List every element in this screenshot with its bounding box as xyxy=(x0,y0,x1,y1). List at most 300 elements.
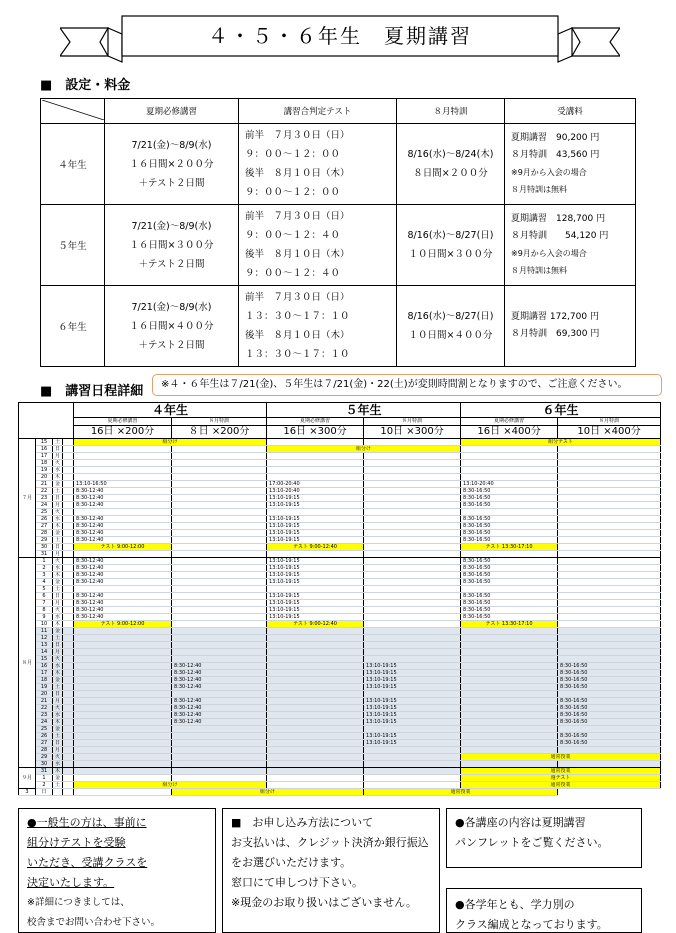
day-cell: 18 xyxy=(36,677,53,684)
schedule-cell: 8:30-12:40 xyxy=(74,495,172,502)
fee-cell xyxy=(505,205,636,286)
schedule-cell xyxy=(558,558,661,565)
schedule-cell: 13:10-19:15 xyxy=(364,684,461,691)
month-label: ８月 xyxy=(19,558,36,768)
schedule-cell xyxy=(364,628,461,635)
fee-line: 前半 ７月３０日（日） xyxy=(245,292,350,304)
schedule-cell xyxy=(74,460,172,467)
grade-cell: ５年生 xyxy=(41,205,105,286)
schedule-cell xyxy=(172,572,267,579)
schedule-cell xyxy=(364,474,461,481)
weekday-cell: 月 xyxy=(53,551,63,558)
schedule-cell xyxy=(461,691,558,698)
schedule-row xyxy=(19,628,661,635)
day-cell: 8 xyxy=(36,607,53,614)
schedule-cell xyxy=(461,670,558,677)
fee-line: 夏期講習 90,200 円 xyxy=(511,133,600,144)
spacer-cell xyxy=(63,474,74,481)
schedule-cell: 8:30-16:50 xyxy=(461,593,558,600)
schedule-cell xyxy=(172,754,267,761)
schedule-row xyxy=(19,754,661,761)
schedule-cell xyxy=(364,691,461,698)
weekday-cell: 日 xyxy=(53,544,63,551)
test-cell xyxy=(239,124,397,205)
schedule-cell: 8:30-16:50 xyxy=(558,705,661,712)
schedule-cell: 8:30-16:50 xyxy=(558,712,661,719)
schedule-cell xyxy=(461,586,558,593)
schedule-cell: 13:10-19:15 xyxy=(267,530,364,537)
weekday-cell: 日 xyxy=(53,593,63,600)
schedule-cell xyxy=(364,544,461,551)
fee-header: 受講料 xyxy=(505,99,636,124)
course-cell xyxy=(105,286,239,367)
schedule-cell: 13:10-19:15 xyxy=(364,719,461,726)
box-text: ●各講座の内容は夏期講習 xyxy=(455,816,586,829)
course-header: 夏期必修講習 xyxy=(74,418,172,426)
course-cell xyxy=(105,124,239,205)
spacer-cell xyxy=(63,635,74,642)
schedule-cell xyxy=(172,474,267,481)
schedule-cell: 8:30-16:50 xyxy=(558,677,661,684)
schedule-cell: 13:10-19:15 xyxy=(364,677,461,684)
day-cell: 10 xyxy=(36,621,53,628)
course-header: ８月特訓 xyxy=(558,418,661,426)
schedule-cell: 8:30-12:40 xyxy=(74,572,172,579)
day-cell: 21 xyxy=(36,481,53,488)
schedule-cell xyxy=(461,509,558,516)
schedule-row xyxy=(19,593,661,600)
schedule-cell xyxy=(267,649,364,656)
day-cell: 2 xyxy=(36,565,53,572)
schedule-cell xyxy=(267,747,364,754)
schedule-cell: テスト 9:00-12:40 xyxy=(267,621,364,628)
day-cell: 27 xyxy=(36,740,53,747)
day-cell: 31 xyxy=(36,768,53,775)
schedule-cell xyxy=(267,474,364,481)
schedule-cell xyxy=(74,775,172,782)
spacer-cell xyxy=(63,593,74,600)
schedule-cell xyxy=(558,551,661,558)
schedule-cell xyxy=(172,656,267,663)
schedule-cell xyxy=(558,488,661,495)
schedule-cell xyxy=(74,453,172,460)
schedule-cell: 8:30-12:40 xyxy=(172,712,267,719)
schedule-row xyxy=(19,705,661,712)
day-cell: 25 xyxy=(36,726,53,733)
grade-header: ４年生 xyxy=(74,403,267,418)
schedule-highlight-cell: 組分け xyxy=(172,789,364,796)
course-header-row xyxy=(19,418,661,426)
schedule-cell: テスト 9:00-12:00 xyxy=(74,544,172,551)
schedule-row xyxy=(19,684,661,691)
schedule-cell xyxy=(558,467,661,474)
schedule-cell xyxy=(461,642,558,649)
course-header: 夏期必修講習 xyxy=(461,418,558,426)
schedule-cell xyxy=(74,761,172,768)
schedule-cell: 8:30-16:50 xyxy=(461,530,558,537)
day-cell: 19 xyxy=(36,684,53,691)
schedule-row xyxy=(19,656,661,663)
hours-header: 16日 ×300分 xyxy=(267,426,364,439)
schedule-row xyxy=(19,544,661,551)
schedule-cell xyxy=(461,719,558,726)
schedule-cell xyxy=(558,572,661,579)
spacer-cell xyxy=(63,761,74,768)
day-cell: 6 xyxy=(36,593,53,600)
spacer-cell xyxy=(63,544,74,551)
spacer-cell xyxy=(53,789,63,796)
spacer-cell xyxy=(63,691,74,698)
schedule-cell: 8:30-16:50 xyxy=(558,698,661,705)
spacer-cell xyxy=(63,719,74,726)
spacer-cell xyxy=(63,502,74,509)
schedule-cell xyxy=(461,446,558,453)
schedule-cell xyxy=(364,635,461,642)
schedule-row xyxy=(19,712,661,719)
schedule-cell xyxy=(364,586,461,593)
schedule-cell xyxy=(172,516,267,523)
spacer-cell xyxy=(63,663,74,670)
box-text: 組分けテストを受験 xyxy=(27,836,126,849)
spacer-cell xyxy=(63,467,74,474)
schedule-row xyxy=(19,453,661,460)
spacer-cell xyxy=(63,600,74,607)
hours-header-row xyxy=(19,426,661,439)
schedule-cell xyxy=(558,516,661,523)
day-cell: 19 xyxy=(36,467,53,474)
schedule-cell xyxy=(74,649,172,656)
schedule-cell: 8:30-12:40 xyxy=(74,537,172,544)
schedule-highlight-cell: 通常授業 xyxy=(364,789,558,796)
schedule-cell xyxy=(267,642,364,649)
schedule-cell xyxy=(558,621,661,628)
day-cell: 3 xyxy=(36,572,53,579)
schedule-cell xyxy=(172,495,267,502)
spacer-cell xyxy=(63,558,74,565)
schedule-table xyxy=(18,402,661,796)
schedule-cell xyxy=(364,523,461,530)
schedule-row xyxy=(19,537,661,544)
weekday-cell: 日 xyxy=(36,789,53,796)
spacer-cell xyxy=(63,495,74,502)
weekday-cell: 月 xyxy=(53,698,63,705)
box-text: パンフレットをご覧ください。 xyxy=(455,836,609,849)
schedule-cell: 13:10-19:15 xyxy=(267,565,364,572)
schedule-row xyxy=(19,768,661,775)
info-box-course-contents xyxy=(446,808,642,868)
schedule-row xyxy=(19,481,661,488)
fee-line: １６日間×３００分 xyxy=(129,239,214,251)
weekday-cell: 火 xyxy=(53,754,63,761)
schedule-cell xyxy=(364,530,461,537)
schedule-cell xyxy=(364,642,461,649)
schedule-cell: 13:10-19:15 xyxy=(267,600,364,607)
schedule-cell xyxy=(74,635,172,642)
schedule-cell: 17:00-20:40 xyxy=(267,481,364,488)
weekday-cell: 火 xyxy=(53,558,63,565)
schedule-cell xyxy=(172,481,267,488)
schedule-cell: 13:10-19:15 xyxy=(267,593,364,600)
schedule-cell xyxy=(364,656,461,663)
schedule-cell xyxy=(172,614,267,621)
schedule-highlight-cell: 通常授業 xyxy=(461,754,661,761)
schedule-cell xyxy=(364,516,461,523)
schedule-cell: 8:30-12:40 xyxy=(74,516,172,523)
fee-line: ９：００～１２：４０ xyxy=(245,230,341,242)
schedule-cell: 8:30-12:40 xyxy=(172,705,267,712)
spacer-cell xyxy=(63,621,74,628)
schedule-cell: 8:30-12:40 xyxy=(172,677,267,684)
schedule-row xyxy=(19,565,661,572)
day-cell: 14 xyxy=(36,649,53,656)
schedule-row xyxy=(19,495,661,502)
weekday-cell: 金 xyxy=(53,530,63,537)
schedule-row xyxy=(19,586,661,593)
spacer-cell xyxy=(63,726,74,733)
schedule-cell: 8:30-16:50 xyxy=(558,733,661,740)
schedule-cell: 13:10-19:15 xyxy=(364,712,461,719)
fee-line: ※9月から入会の場合 xyxy=(511,168,587,178)
schedule-row xyxy=(19,719,661,726)
schedule-cell xyxy=(558,726,661,733)
schedule-cell xyxy=(172,691,267,698)
section-schedule-heading: ■ 講習日程詳細 xyxy=(40,384,144,399)
weekday-cell: 日 xyxy=(53,691,63,698)
schedule-row xyxy=(19,579,661,586)
weekday-cell: 月 xyxy=(53,502,63,509)
schedule-cell: 8:30-12:40 xyxy=(74,600,172,607)
day-cell: 18 xyxy=(36,460,53,467)
day-cell: 23 xyxy=(36,712,53,719)
weekday-cell: 金 xyxy=(53,677,63,684)
day-cell: 26 xyxy=(36,733,53,740)
schedule-cell: 13:10-19:15 xyxy=(364,740,461,747)
schedule-cell xyxy=(172,565,267,572)
schedule-row xyxy=(19,467,661,474)
day-cell: 15 xyxy=(36,656,53,663)
fee-line: 後半 ８月１０日（木） xyxy=(245,330,350,342)
spacer-cell xyxy=(63,509,74,516)
fee-line: 7/21(金)～8/9(水) xyxy=(131,220,212,232)
schedule-row xyxy=(19,502,661,509)
schedule-cell xyxy=(74,474,172,481)
day-cell: 22 xyxy=(36,705,53,712)
schedule-row xyxy=(19,726,661,733)
schedule-cell xyxy=(172,642,267,649)
spacer-cell xyxy=(63,439,74,446)
schedule-cell xyxy=(558,474,661,481)
fee-row xyxy=(41,286,636,367)
schedule-cell xyxy=(172,509,267,516)
schedule-cell xyxy=(364,537,461,544)
course-header: ８月特訓 xyxy=(364,418,461,426)
schedule-cell xyxy=(461,551,558,558)
schedule-cell: 8:30-12:40 xyxy=(172,698,267,705)
schedule-cell: 8:30-16:50 xyxy=(558,663,661,670)
spacer-cell xyxy=(63,642,74,649)
schedule-cell xyxy=(267,754,364,761)
spacer-cell xyxy=(63,565,74,572)
weekday-cell: 土 xyxy=(53,733,63,740)
schedule-cell: 8:30-12:40 xyxy=(74,530,172,537)
day-cell: 29 xyxy=(36,537,53,544)
schedule-cell xyxy=(558,614,661,621)
schedule-cell xyxy=(172,544,267,551)
schedule-cell: 8:30-16:50 xyxy=(461,558,558,565)
weekday-cell: 木 xyxy=(53,719,63,726)
schedule-cell xyxy=(364,460,461,467)
day-cell: 20 xyxy=(36,691,53,698)
schedule-cell xyxy=(172,530,267,537)
fee-line: ９：００～１２：４０ xyxy=(245,268,341,280)
schedule-cell: 8:30-16:50 xyxy=(461,565,558,572)
schedule-row xyxy=(19,761,661,768)
weekday-cell: 木 xyxy=(53,768,63,775)
day-cell: 28 xyxy=(36,530,53,537)
schedule-cell xyxy=(364,502,461,509)
schedule-row xyxy=(19,558,661,565)
schedule-row xyxy=(19,600,661,607)
weekday-cell: 金 xyxy=(53,726,63,733)
schedule-row xyxy=(19,523,661,530)
schedule-cell xyxy=(558,649,661,656)
schedule-cell: テスト 13:30-17:10 xyxy=(461,621,558,628)
box-text: をお選びいただけます。 xyxy=(231,856,352,869)
schedule-cell xyxy=(364,481,461,488)
fee-line: 前半 ７月３０日（日） xyxy=(245,211,350,223)
schedule-cell xyxy=(267,782,364,789)
schedule-row xyxy=(19,663,661,670)
hours-header: 16日 ×200分 xyxy=(74,426,172,439)
schedule-row xyxy=(19,747,661,754)
schedule-cell xyxy=(74,768,172,775)
spacer-cell xyxy=(63,446,74,453)
weekday-cell: 水 xyxy=(53,761,63,768)
schedule-cell xyxy=(267,761,364,768)
notice-box: ※４・６年生は７/21(金)、５年生は７/21(金)・22(土)が変則時間割となりますので、ご注意ください。 xyxy=(152,374,662,396)
fee-line: ＋テスト２日間 xyxy=(138,177,205,189)
box-text: ※現金のお取り扱いはございません。 xyxy=(231,896,417,909)
schedule-row xyxy=(19,698,661,705)
schedule-row xyxy=(19,516,661,523)
spacer-cell xyxy=(63,684,74,691)
august-cell xyxy=(397,205,505,286)
schedule-cell xyxy=(267,726,364,733)
schedule-cell xyxy=(172,775,267,782)
fee-line: 夏期講習 172,700 円 xyxy=(511,312,599,323)
schedule-cell: 8:30-12:40 xyxy=(74,593,172,600)
weekday-cell: 木 xyxy=(53,523,63,530)
schedule-cell xyxy=(267,467,364,474)
spacer-cell xyxy=(63,537,74,544)
day-cell: 13 xyxy=(36,642,53,649)
schedule-cell xyxy=(364,761,461,768)
schedule-cell xyxy=(558,565,661,572)
schedule-row xyxy=(19,642,661,649)
month-label: ７月 xyxy=(19,439,36,558)
schedule-cell xyxy=(364,782,461,789)
schedule-cell: 13:10-20:40 xyxy=(267,488,364,495)
schedule-cell xyxy=(461,677,558,684)
day-cell: 30 xyxy=(36,761,53,768)
schedule-cell: 13:10-19:15 xyxy=(364,705,461,712)
schedule-cell xyxy=(267,705,364,712)
weekday-cell: 土 xyxy=(53,537,63,544)
schedule-cell xyxy=(461,656,558,663)
schedule-cell xyxy=(172,733,267,740)
schedule-cell: 8:30-16:50 xyxy=(461,495,558,502)
weekday-cell: 火 xyxy=(53,509,63,516)
spacer-cell xyxy=(63,460,74,467)
schedule-row xyxy=(19,782,661,789)
box-text: ■ お申し込み方法について xyxy=(231,816,374,829)
schedule-cell xyxy=(364,754,461,761)
day-cell: 20 xyxy=(36,474,53,481)
schedule-cell xyxy=(172,523,267,530)
schedule-cell xyxy=(172,488,267,495)
schedule-cell xyxy=(172,579,267,586)
schedule-cell xyxy=(364,600,461,607)
schedule-cell xyxy=(172,593,267,600)
schedule-cell xyxy=(172,726,267,733)
fee-line: １０日間×４００分 xyxy=(408,330,493,342)
hours-header: 16日 ×400分 xyxy=(461,426,558,439)
schedule-cell: 8:30-12:40 xyxy=(172,663,267,670)
schedule-cell xyxy=(461,698,558,705)
schedule-cell: 13:10-20:40 xyxy=(461,481,558,488)
weekday-cell: 月 xyxy=(53,453,63,460)
schedule-cell: 8:30-16:50 xyxy=(461,579,558,586)
box-text: ●各学年とも、学力別の xyxy=(455,898,575,911)
schedule-row xyxy=(19,551,661,558)
schedule-cell xyxy=(172,460,267,467)
weekday-cell: 月 xyxy=(53,649,63,656)
schedule-cell xyxy=(74,726,172,733)
schedule-cell xyxy=(558,502,661,509)
fee-line: ＋テスト２日間 xyxy=(138,258,205,270)
day-cell: 5 xyxy=(36,586,53,593)
schedule-cell: 13:10-19:15 xyxy=(267,516,364,523)
schedule-cell xyxy=(558,509,661,516)
schedule-cell xyxy=(63,789,74,796)
weekday-cell: 木 xyxy=(53,670,63,677)
weekday-cell: 木 xyxy=(53,572,63,579)
day-cell: 16 xyxy=(36,663,53,670)
spacer-cell xyxy=(63,453,74,460)
spacer-cell xyxy=(63,712,74,719)
schedule-row xyxy=(19,733,661,740)
schedule-cell xyxy=(364,775,461,782)
fee-line: １６日間×２００分 xyxy=(129,158,214,170)
course-cell xyxy=(105,205,239,286)
schedule-cell xyxy=(364,768,461,775)
day-cell: 4 xyxy=(36,579,53,586)
spacer-cell xyxy=(63,628,74,635)
schedule-cell xyxy=(74,698,172,705)
spacer-cell xyxy=(63,649,74,656)
grade-header-row xyxy=(19,403,661,418)
schedule-row xyxy=(19,775,661,782)
schedule-cell: テスト 13:30-17:10 xyxy=(461,544,558,551)
schedule-cell xyxy=(172,453,267,460)
weekday-cell: 日 xyxy=(53,495,63,502)
fee-line: ８日間×２００分 xyxy=(413,168,488,180)
schedule-cell xyxy=(364,579,461,586)
schedule-cell xyxy=(267,733,364,740)
august-cell xyxy=(397,124,505,205)
august-cell xyxy=(397,286,505,367)
schedule-cell xyxy=(558,642,661,649)
